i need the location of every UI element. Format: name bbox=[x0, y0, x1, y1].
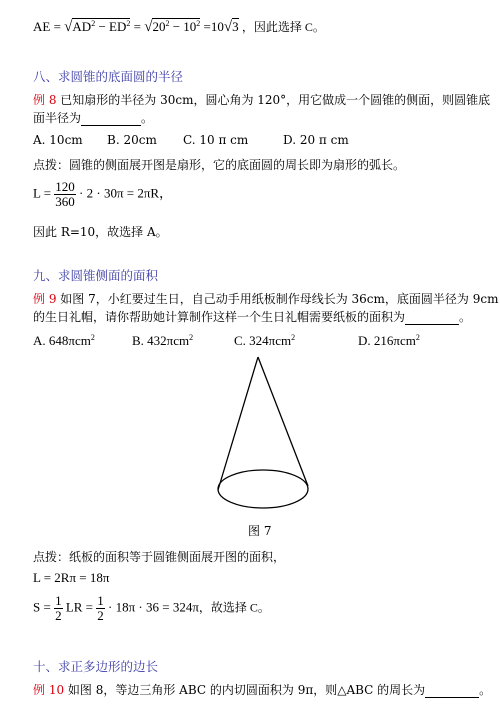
option-d: D. 216πcm$^2$ bbox=[358, 333, 420, 348]
section8-formula: L = $\frac{120}{360}$ · 2 · 30π = 2πR， bbox=[33, 179, 173, 209]
section10-heading: 十、求正多边形的边长 bbox=[33, 659, 159, 674]
sqrt-symbol: √ bbox=[144, 19, 153, 35]
eq-result: =10 bbox=[203, 19, 224, 34]
answer-blank[interactable] bbox=[81, 111, 141, 126]
fraction: $\frac{1}{2}$ bbox=[97, 593, 104, 623]
option-b: B. 20cm bbox=[107, 133, 157, 147]
fraction: $\frac{120}{360}$ bbox=[55, 179, 75, 209]
example10-label: 例 10 bbox=[33, 683, 65, 697]
example8-line2: 面半径为 。 bbox=[33, 111, 154, 125]
section8-conclusion: 因此 R=10，故选择 A。 bbox=[33, 225, 168, 239]
option-a: A. 10cm bbox=[33, 133, 83, 147]
example9-label: 例 9 bbox=[33, 292, 57, 306]
section8-heading: 八、求圆锥的底面圆的半径 bbox=[33, 69, 184, 84]
sqrt-symbol: √ bbox=[223, 19, 233, 35]
answer-blank[interactable] bbox=[425, 683, 479, 698]
example9-line1 bbox=[33, 290, 498, 307]
top-equation bbox=[33, 18, 325, 36]
example10-line1: 例 10 如图 8，等边三角形 ABC 的内切圆面积为 9π，则△ABC 的周长为 。 bbox=[33, 683, 492, 697]
figure7-caption: 图 7 bbox=[248, 524, 272, 538]
example10-text: 如图 8，等边三角形 ABC 的内切圆面积为 9π，则△ABC 的周长为 bbox=[64, 683, 426, 697]
section9-hint: 点拨：纸板的面积等于圆锥侧面展开图的面积， bbox=[33, 550, 286, 564]
example8-label: 例 8 bbox=[33, 93, 57, 107]
eq-conclusion: ，因此选择 C。 bbox=[241, 20, 325, 34]
section9-formula1: L = 2Rπ = 18π bbox=[33, 570, 110, 585]
option-a: A. 648πcm$^2$ bbox=[33, 333, 95, 348]
option-c: C. 10 π cm bbox=[183, 133, 249, 147]
sqrt-symbol: √ bbox=[64, 19, 73, 35]
cone-right-slant bbox=[258, 357, 308, 486]
example9-text2: 的生日礼帽，请你帮助她计算制作这样一个生日礼帽需要纸板的面积为 bbox=[33, 310, 406, 324]
section9-heading: 九、求圆锥侧面的面积 bbox=[33, 268, 159, 283]
section8-hint: 点拨：圆锥的侧面展开图是扇形，它的底面圆的周长即为扇形的弧长。 bbox=[33, 158, 406, 172]
example8-text2: 面半径为 bbox=[33, 111, 82, 125]
eq-equals: = bbox=[133, 19, 141, 34]
example8-line1 bbox=[33, 91, 490, 108]
example9-text: 如图 7，小红要过生日，自己动手用纸板制作母线长为 36cm，底面圆半径为 9cm bbox=[56, 292, 499, 306]
example9-line2: 的生日礼帽，请你帮助她计算制作这样一个生日礼帽需要纸板的面积为 。 bbox=[33, 310, 472, 324]
sqrt-radicand-1: $AD^2 - ED^2$ bbox=[72, 19, 131, 34]
cone-figure bbox=[200, 355, 330, 520]
section9-formula2: S = $\frac{1}{2}$ LR = $\frac{1}{2}$ · 18π · 36 = 324π，故选择 C。 bbox=[33, 593, 270, 623]
option-d: D. 20 π cm bbox=[283, 133, 349, 147]
option-c: C. 324πcm$^2$ bbox=[234, 333, 296, 348]
sqrt-radicand-2: $20^2 - 10^2$ bbox=[152, 19, 201, 34]
answer-blank[interactable] bbox=[405, 310, 459, 325]
sqrt-radicand-3: 3 bbox=[232, 19, 239, 34]
eq-lhs: AE = bbox=[33, 19, 61, 34]
option-b: B. 432πcm$^2$ bbox=[132, 333, 194, 348]
cone-base-ellipse bbox=[218, 470, 308, 508]
example8-text: 已知扇形的半径为 30cm，圆心角为 120°，用它做成一个圆锥的侧面，则圆锥底 bbox=[56, 93, 491, 107]
fraction: $\frac{1}{2}$ bbox=[55, 593, 62, 623]
